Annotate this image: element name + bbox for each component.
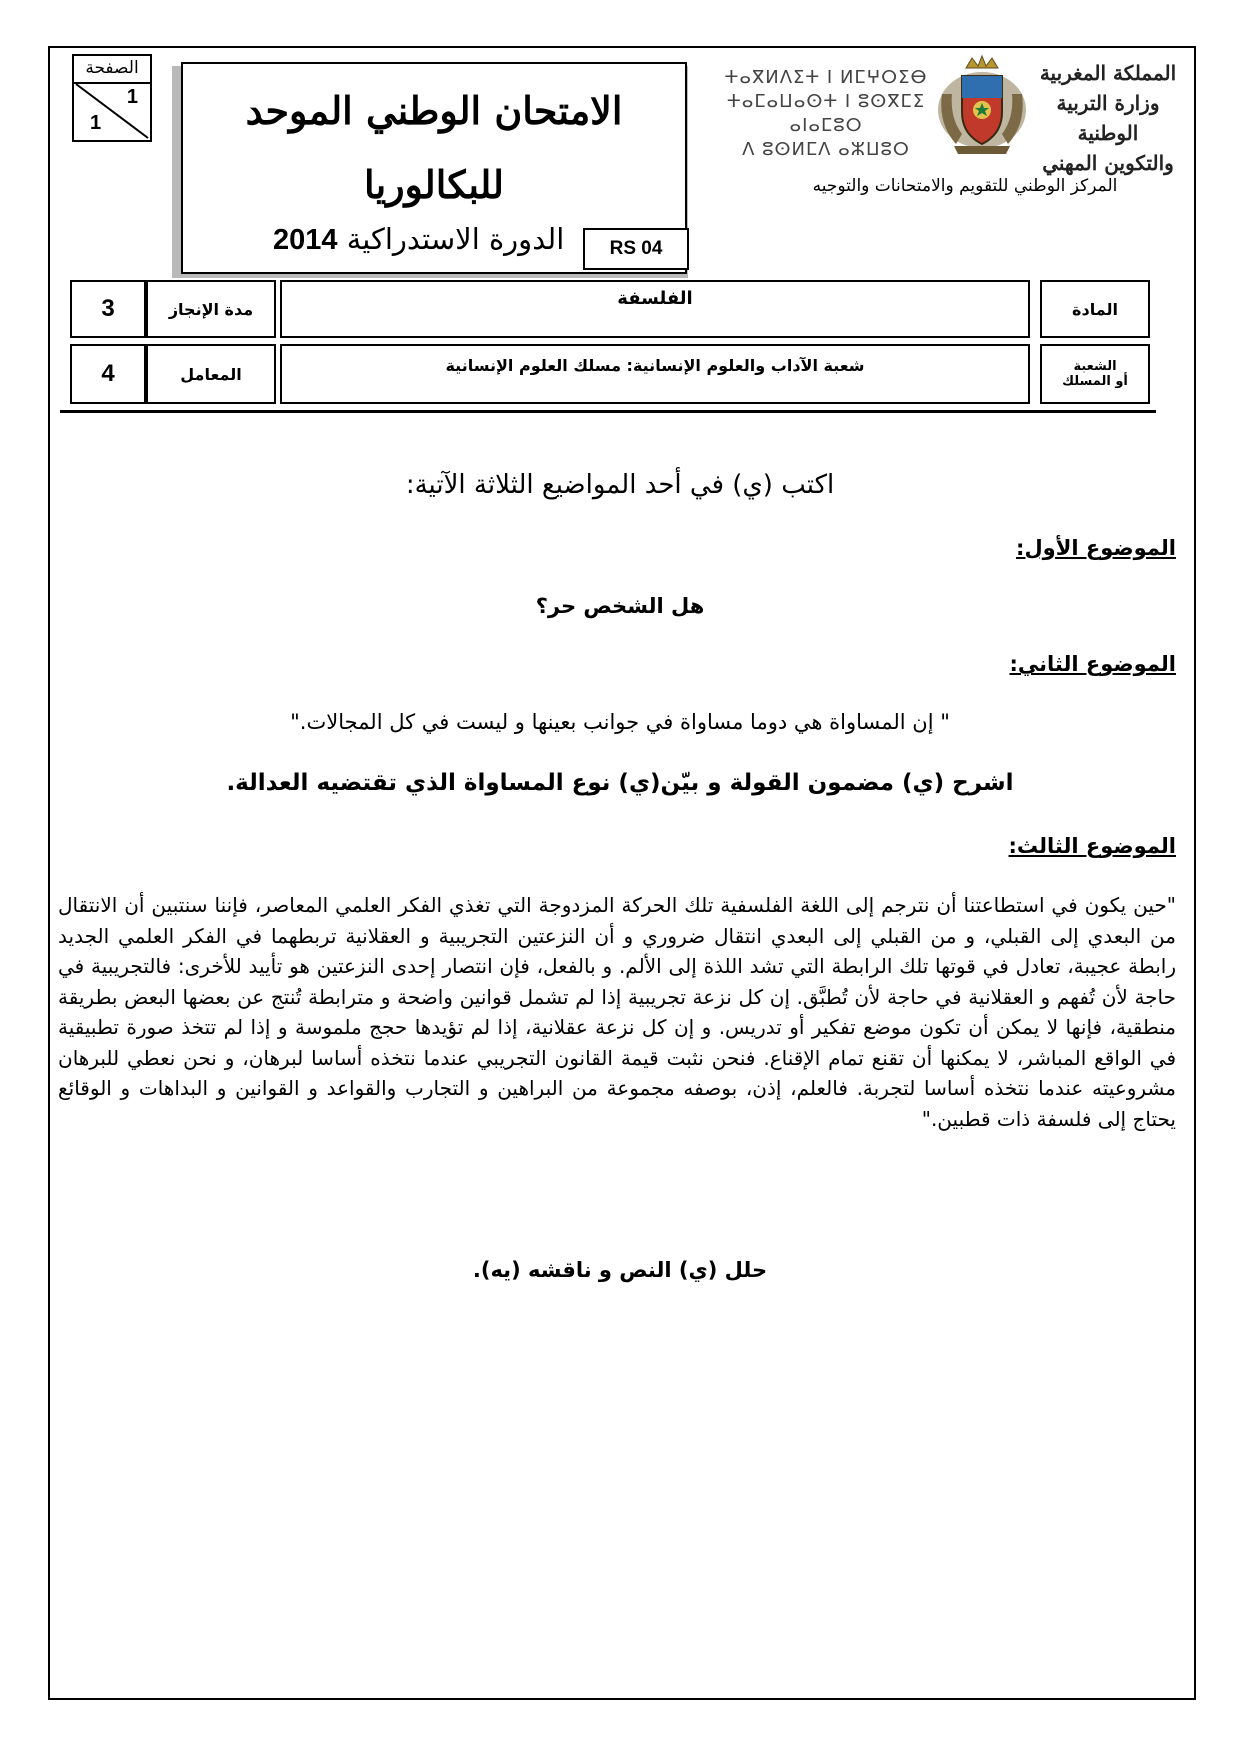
- topic3-text: "حين يكون في استطاعتنا أن نترجم إلى اللغة الفلسفية تلك الحركة المزدوجة التي تغذي الفكر العلمي المعاصر، فإننا سنتبين أن الانتقال من البعدي إلى القبلي، و من القبلي إلى البعدي انتقال ضروري و أن النزعتين التجريبية و العقلانية تربطهما في الفكر العلمي الجديد رابطة عجيبة، تعادل في قوتها تلك الرابطة التي تشد اللذة إلى الألم. و بالفعل، فإن انتصار إحدى النزعتين هو تأييد للأخرى: فالتجريبية في حاجة لأن تُفهم و العقلانية في حاجة لأن تُطبَّق. إن كل نزعة تجريبية إذا لم تشمل قوانين واضحة و مترابطة تُنتج عن بعضها البعض بطريقة منطقية، فإنها لا يمكن أن تكون موضع تفكير أو تدريس. و إن كل نزعة عقلانية، إذا لم تؤيدها حجج ملموسة و إذا لم تتخذ صورة تطبيقية في الواقع المباشر، لا يمكنها أن تقنع تمام الإقناع. فنحن نثبت قيمة القانون التجريبي عندما نتخذه أساسا لبرهان، و نحن نعطي للبرهان مشروعيته عندما نتخذه أساسا لتجربة. فالعلم، إذن، بوصفه مجموعة من البراهين و التجارب والقواعد و القوانين و البداهات و الوقائع يحتاج إلى فلسفة ذات قطبين.": [58, 893, 1176, 1131]
- ministry-name: [1028, 58, 1188, 178]
- page-number-box: [72, 54, 152, 142]
- coefficient-label: المعامل: [180, 364, 242, 384]
- stream-label-line2: أو المسلك: [1062, 374, 1128, 389]
- tifinagh-line: ⵜⴰⵎⴰⵡⴰⵙⵜ ⵏ ⵓⵙⴳⵎⵉ ⴰⵏⴰⵎⵓⵔ: [726, 91, 926, 136]
- header-divider: [60, 410, 1156, 413]
- coefficient-value: 4: [101, 360, 115, 387]
- evaluation-center-name: المركز الوطني للتقويم والامتحانات والتوجيه: [812, 176, 1118, 196]
- ministry-line: المملكة المغربية: [1039, 61, 1177, 85]
- duration-value-cell: [70, 280, 146, 338]
- topic3-task: حلل (ي) النص و ناقشه (يه).: [472, 1258, 768, 1282]
- topic2-heading: الموضوع الثاني:: [1009, 652, 1176, 676]
- topic1-question: هل الشخص حر؟: [535, 594, 705, 618]
- topic3-heading: الموضوع الثالث:: [1008, 834, 1176, 858]
- exam-title-line1: الامتحان الوطني الموحد: [245, 88, 623, 133]
- subject-label: المادة: [1072, 299, 1118, 319]
- stream-value: شعبة الآداب والعلوم الإنسانية: مسلك العلوم الإنسانية: [445, 356, 865, 375]
- session-text: الدورة الاستدراكية: [346, 222, 565, 256]
- instruction: اكتب (ي) في أحد المواضيع الثلاثة الآتية:: [405, 470, 835, 500]
- coat-of-arms-icon: [936, 54, 1028, 158]
- page-label: الصفحة: [85, 58, 139, 78]
- page-total: 1: [90, 112, 102, 134]
- stream-label-cell: [1040, 344, 1150, 404]
- topic1-heading: الموضوع الأول:: [1016, 536, 1176, 560]
- session-year: 2014: [273, 224, 338, 256]
- duration-label: مدة الإنجاز: [168, 299, 254, 319]
- ministry-line: وزارة التربية الوطنية: [1056, 91, 1160, 145]
- stream-value-cell: [280, 344, 1030, 404]
- stream-label-line1: الشعبة: [1073, 359, 1117, 374]
- exam-title-line2: للبكالوريا: [364, 162, 504, 207]
- coefficient-value-cell: [70, 344, 146, 404]
- tifinagh-ministry-name: [716, 66, 936, 162]
- subject-value: الفلسفة: [617, 288, 693, 309]
- ministry-line: والتكوين المهني: [1042, 151, 1174, 175]
- duration-value: 3: [101, 295, 115, 322]
- subject-value-cell: [280, 280, 1030, 338]
- diagonal-line-icon: [74, 82, 150, 140]
- topic2-task: اشرح (ي) مضمون القولة و بيّن(ي) نوع المساواة الذي تقتضيه العدالة.: [226, 770, 1014, 796]
- topic2-quote: " إن المساواة هي دوما مساواة في جوانب بعينها و ليست في كل المجالات.": [290, 710, 950, 734]
- session-label: [273, 222, 564, 257]
- tifinagh-line: ⵜⴰⴳⵍⴷⵉⵜ ⵏ ⵍⵎⵖⵔⵉⴱ: [724, 67, 928, 88]
- subject-label-cell: [1040, 280, 1150, 338]
- tifinagh-line: ⴷ ⵓⵙⵍⵎⴷ ⴰⵣⵡⵓⵔ: [742, 139, 910, 160]
- page-current: 1: [126, 86, 138, 108]
- duration-label-cell: [146, 280, 276, 338]
- exam-code: RS 04: [583, 228, 689, 270]
- coefficient-label-cell: [146, 344, 276, 404]
